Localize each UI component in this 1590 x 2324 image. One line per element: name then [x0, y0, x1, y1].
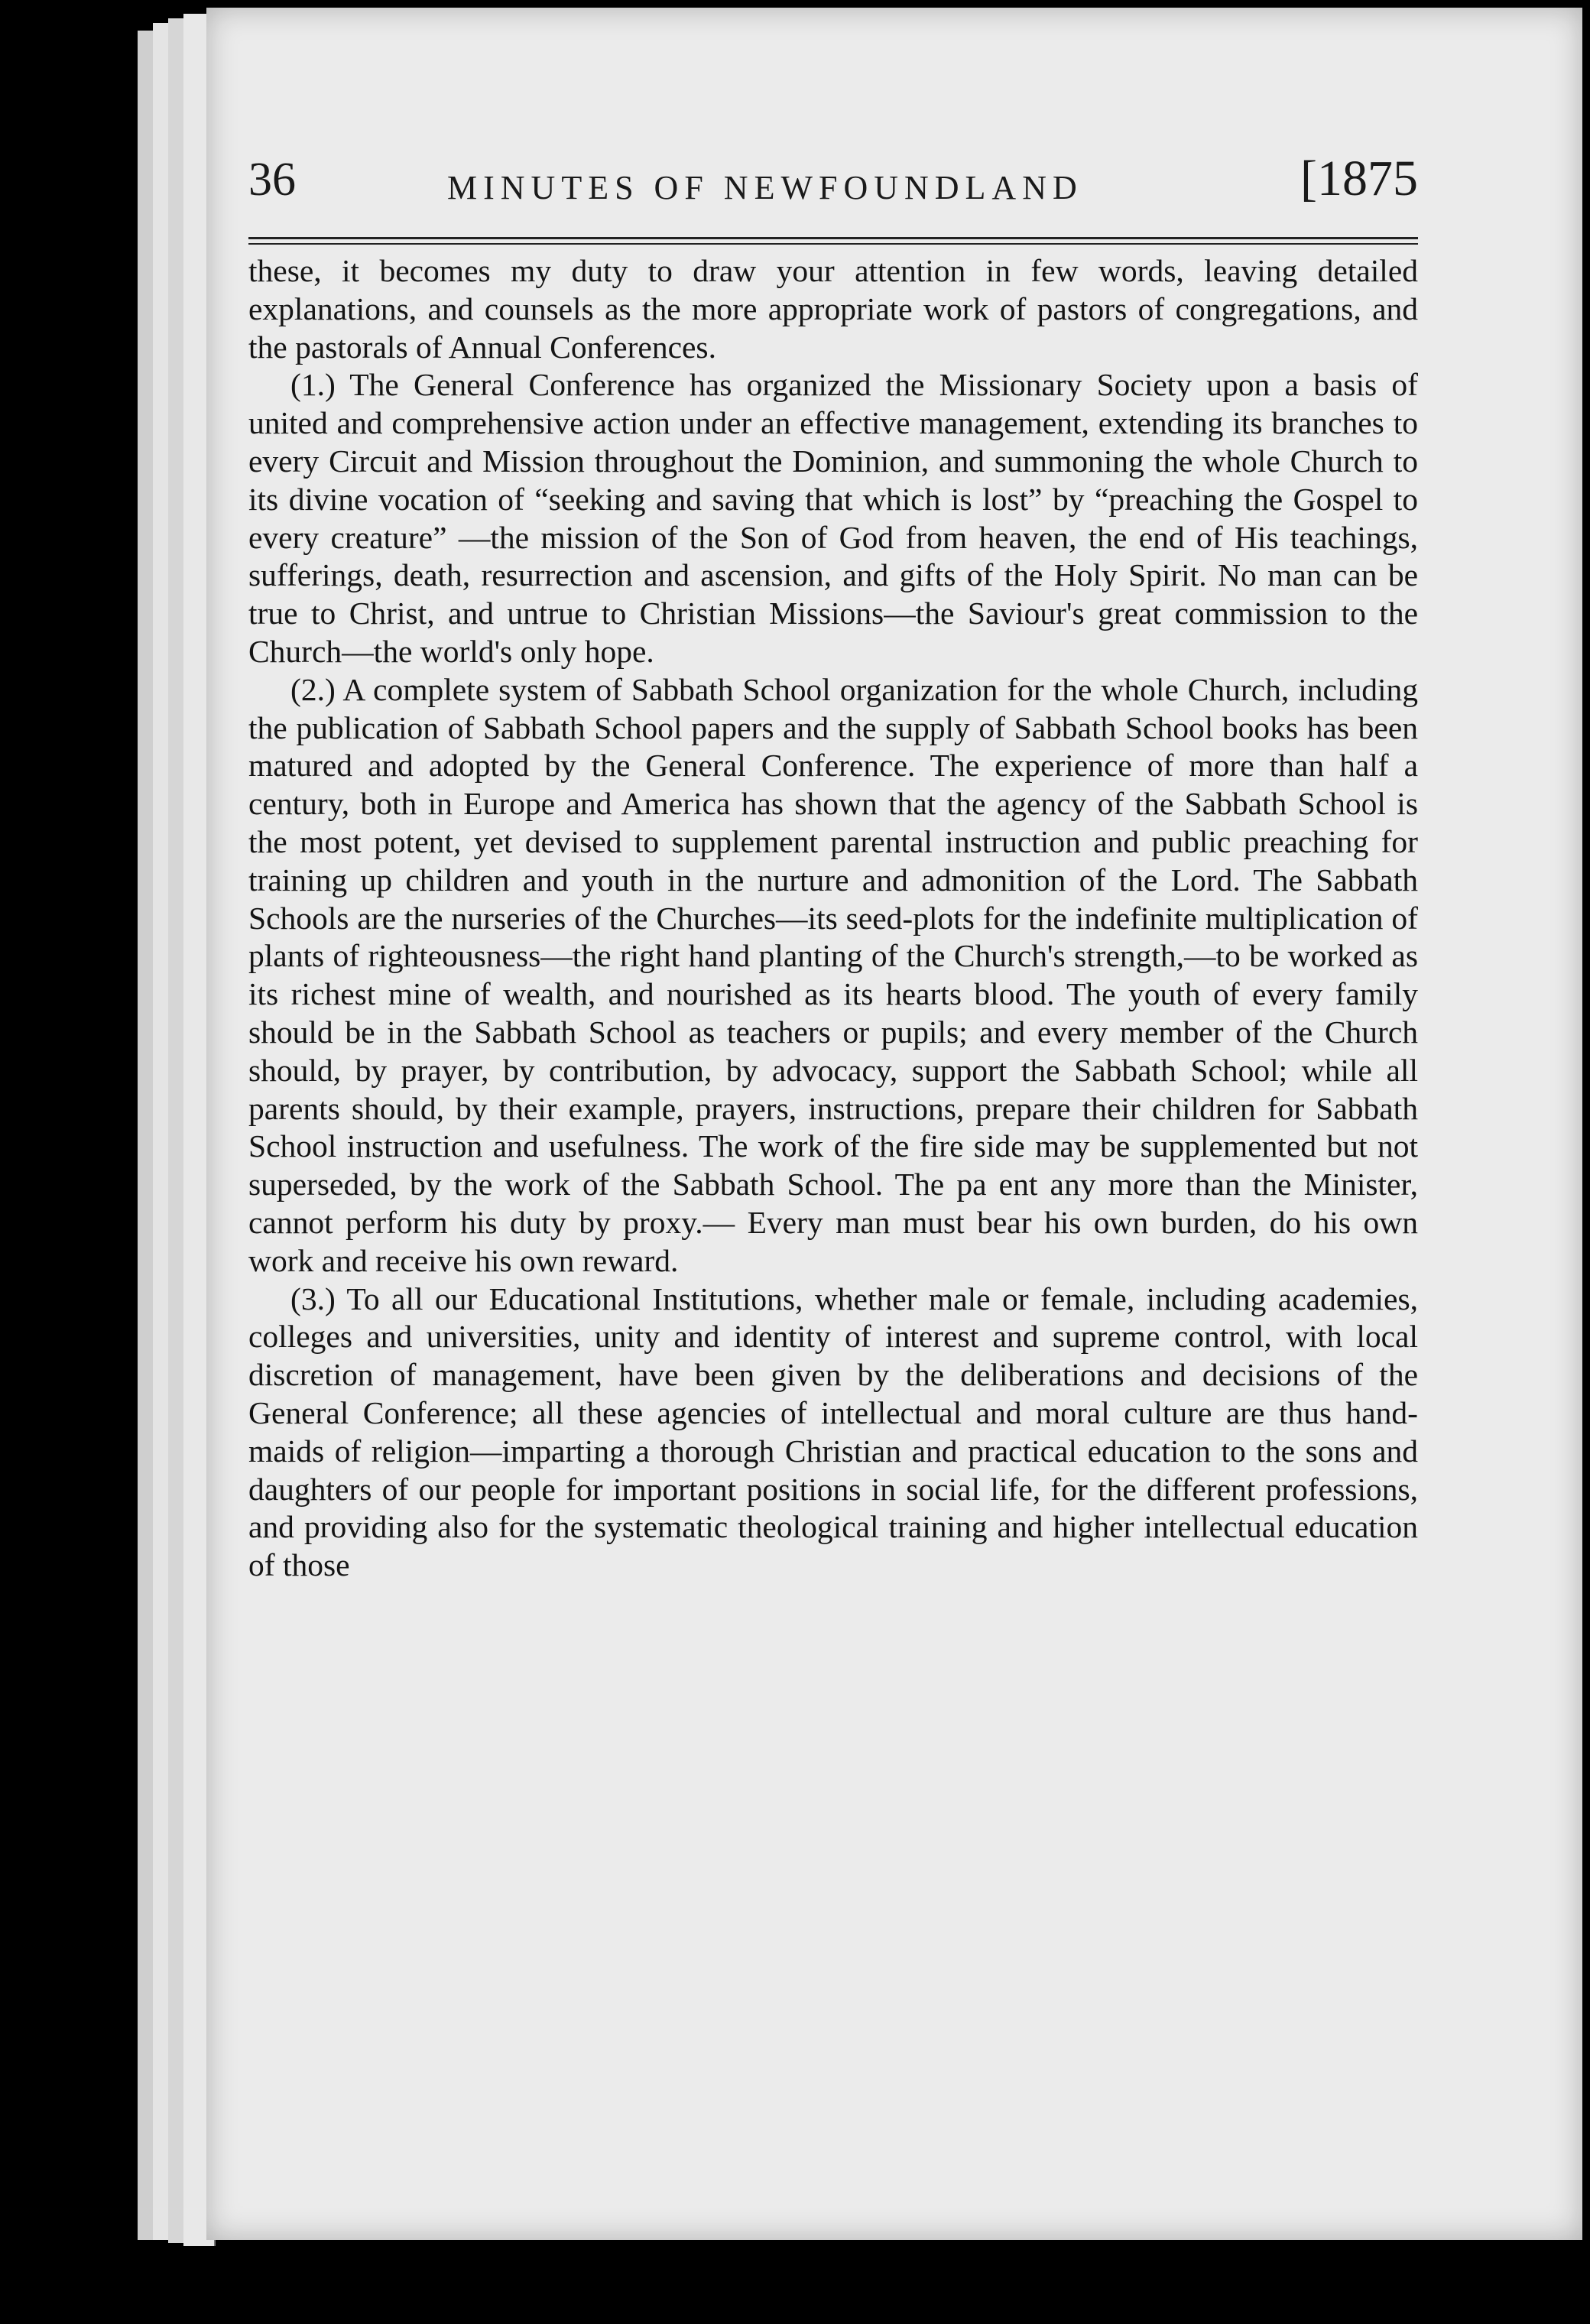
header-year: [1875: [1300, 151, 1418, 206]
running-title: MINUTES OF NEWFOUNDLAND: [447, 169, 1083, 206]
page-header: [248, 145, 1418, 237]
page-number: 36: [248, 154, 296, 206]
paragraph-continuation: these, it becomes my duty to draw your attention in few words, leaving detailed explanations, and counsels as the more appropriate work of pastors of congregations, and the pastorals of Annual Conferences.: [248, 253, 1418, 365]
header-rule: [248, 237, 1418, 245]
paragraph-educational-institutions: (3.) To all our Educational Institutions, whether male or female, including academies, colleges and universities, unity and identity of interest and supreme control, with local discretion of management, have been given by the deliberations and decisions of the General Conference; all these agencies of intellectual and moral culture are thus hand-maids of religion—imparting a thorough Christian and practical education to the sons and daughters of our people for important positions in social life, for the different professions, and providing also for the systematic theological training and higher intellectual education of those: [248, 1280, 1418, 1583]
paragraph-sabbath-school: (2.) A complete system of Sabbath School organization for the whole Church, including the publication of Sabbath School papers and the supply of Sabbath School books has been matured and adopted by the General Conference. The experience of more than half a century, both in Europe and America has shown that the agency of the Sabbath School is the most potent, yet devised to supplement parental instruction and public preaching for training up children and youth in the nurture and admonition of the Lord. The Sabbath Schools are the nurseries of the Churches—its seed-plots for the indefinite multiplication of plants of righteousness—the right hand planting of the Church's strength,—to be worked as its richest mine of wealth, and nourished as its hearts blood. The youth of every family should be in the Sabbath School as teachers or pupils; and every member of the Church should, by prayer, by contribution, by advocacy, support the Sabbath School; while all parents should, by their example, prayers, instructions, prepare their children for Sabbath School instruction and usefulness. The work of the fire side may be supplemented but not superseded, by the work of the Sabbath School. The pa ent any more than the Minister, cannot perform his duty by proxy.— Every man must bear his own burden, do his own work and receive his own reward.: [248, 671, 1418, 1278]
paragraph-missionary-society: (1.) The General Conference has organized the Missionary Society upon a basis of united and comprehensive action under an effective management, extending its branches to every Circuit and Mission throughout the Dominion, and summoning the whole Church to its divine vocation of “seeking and saving that which is lost” by “preaching the Gospel to every creature” —the mission of the Son of God from heaven, the end of His teachings, sufferings, death, resurrection and ascension, and gifts of the Holy Spirit. No man can be true to Christ, and untrue to Christian Missions—the Saviour's great commission to the Church—the world's only hope.: [248, 367, 1418, 669]
book-page: [206, 8, 1582, 2240]
page-content: [248, 145, 1418, 1585]
body-text: [248, 252, 1418, 1585]
